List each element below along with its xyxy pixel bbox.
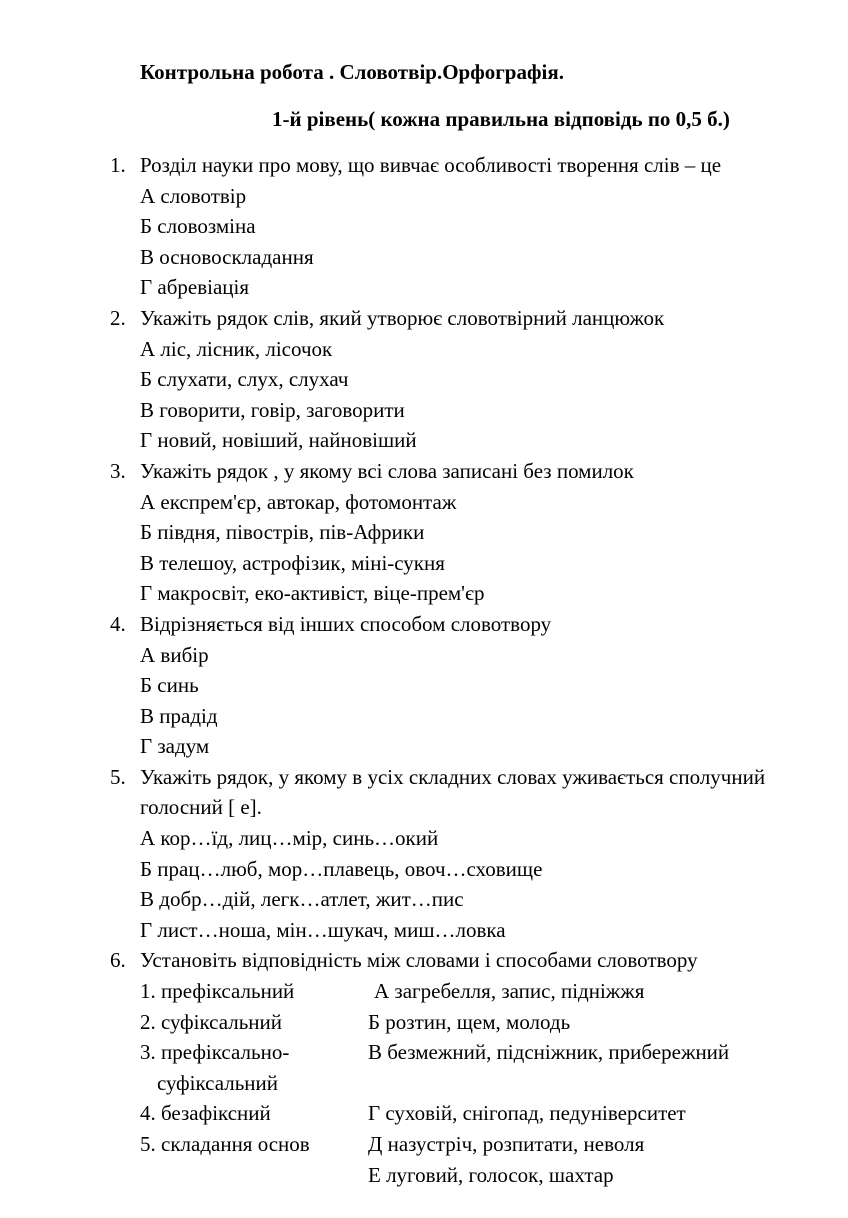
question-text: Укажіть рядок, у якому в усіх складних словах уживається сполучний [140,764,766,789]
words-item: Б розтин, щем, молодь [368,1009,571,1034]
question-2 [110,303,840,456]
question-list [110,150,840,1190]
question-number: 3. [110,458,126,483]
words-item: А загребелля, запис, підніжжя [374,979,645,1004]
matching-table [110,976,840,1190]
document-title: Контрольна робота . Словотвір.Орфографія. [140,60,564,84]
question-text: Укажіть рядок слів, який утворює словотвірний ланцюжок [140,305,665,330]
method-item: 1. префіксальний [140,979,295,1004]
answer-option: Б прац…люб, мор…плавець, овоч…сховище [140,856,543,881]
answer-option: В телешоу, астрофізик, міні-сукня [140,550,445,575]
answer-option: Б слухати, слух, слухач [140,367,349,392]
question-text: Установіть відповідність між словами і способами словотвору [140,948,698,973]
words-item: Г суховій, снігопад, педуніверситет [368,1101,686,1126]
method-item: 2. суфіксальний [140,1009,282,1034]
question-text-continued: голосний [ е]. [140,795,262,820]
answer-option: В основоскладання [140,244,314,269]
question-number: 4. [110,611,126,636]
answer-option: В добр…дій, легк…атлет, жит…пис [140,887,464,912]
method-item: 3. префіксально- [140,1040,290,1065]
matching-row [110,1068,840,1099]
question-3 [110,456,840,609]
answer-option: А кор…їд, лиц…мір, синь…окий [140,826,439,851]
answer-option: А ліс, лісник, лісочок [140,336,333,361]
question-number: 6. [110,948,126,973]
answer-option: Г лист…ноша, мін…шукач, миш…ловка [140,917,506,942]
words-item: Е луговий, голосок, шахтар [368,1162,614,1187]
matching-row [110,1160,840,1191]
answer-option: Г макросвіт, еко-активіст, віце-прем'єр [140,581,485,606]
method-item: 5. складання основ [140,1132,310,1156]
answer-option: В прадід [140,703,218,728]
answer-option: Г новий, новіший, найновіший [140,428,417,453]
matching-row [110,1129,840,1160]
matching-row [110,1098,840,1129]
answer-option: В говорити, говір, заговорити [140,397,405,422]
question-text: Укажіть рядок , у якому всі слова записані без помилок [140,458,634,483]
question-number: 1. [110,153,126,177]
words-item: Д назустріч, розпитати, неволя [368,1132,645,1156]
question-text: Розділ науки про мову, що вивчає особливості творення слів – це [140,153,722,177]
matching-row [110,1037,840,1068]
matching-row [110,1007,840,1038]
answer-option: Г задум [140,734,210,759]
method-item: 4. безафіксний [140,1101,271,1126]
question-number: 2. [110,305,126,330]
answer-option: Г абревіація [140,275,250,300]
answer-option: Б синь [140,673,199,698]
answer-option: Б словозміна [140,214,256,239]
answer-option: Б півдня, півострів, пів-Африки [140,520,425,545]
question-6 [110,945,840,1190]
words-item: В безмежний, підсніжник, прибережний [368,1040,730,1065]
answer-option: А експрем'єр, автокар, фотомонтаж [140,489,457,514]
question-number: 5. [110,764,126,789]
method-item-continued: суфіксальний [157,1070,278,1095]
question-4 [110,609,840,762]
matching-row [110,976,840,1007]
answer-option: А вибір [140,642,209,667]
question-1 [110,150,840,303]
question-5 [110,762,840,946]
level-subtitle: 1-й рівень( кожна правильна відповідь по 0,5 б.) [272,107,730,131]
question-text: Відрізняється від інших способом словотвору [140,611,552,636]
answer-option: А словотвір [140,183,247,208]
